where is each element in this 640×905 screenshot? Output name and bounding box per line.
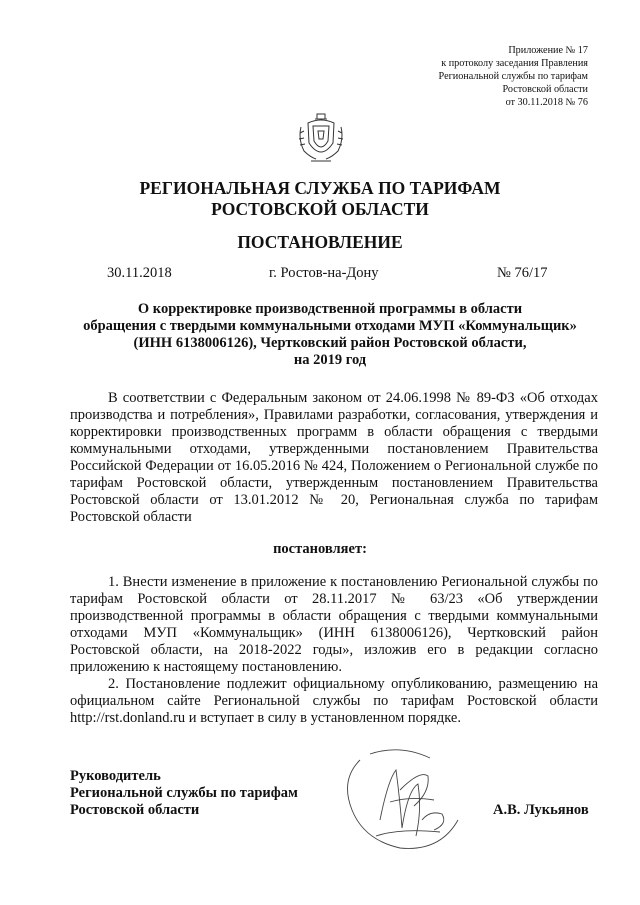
org-line: РЕГИОНАЛЬНАЯ СЛУЖБА ПО ТАРИФАМ	[139, 178, 501, 198]
decree-item-1: 1. Внести изменение в приложение к постановлению Региональной службы по тарифам Ростовской области от 28.11.2017 № 63/23 «Об утверждении производственной программы в области обращения с твердыми коммунальными отходами МУП «Коммунальщик» (ИНН 6138006126), Чертковский район Ростовской области, на 2018-2022 годы», изложив его в редакции согласно приложению к настоящему постановлению.	[70, 574, 598, 675]
document-date: 30.11.2018	[107, 265, 172, 281]
title-line: О корректировке производственной программы в области	[137, 301, 523, 317]
document-city: г. Ростов-на-Дону	[269, 265, 379, 281]
appendix-line: к протоколу заседания Правления	[441, 58, 588, 69]
document-type: ПОСТАНОВЛЕНИЕ	[237, 232, 403, 252]
appendix-line: от 30.11.2018 № 76	[505, 97, 588, 108]
organization-name	[0, 178, 640, 220]
document-number: № 76/17	[497, 265, 548, 281]
signer-line: Руководитель	[70, 768, 161, 784]
coat-of-arms-icon	[296, 111, 346, 165]
signer-line: Ростовской области	[70, 802, 200, 818]
appendix-line: Ростовской области	[502, 84, 588, 95]
handwritten-signature-icon	[330, 740, 470, 860]
document-title	[60, 301, 600, 369]
appendix-note	[439, 44, 588, 109]
appendix-line: Приложение № 17	[508, 45, 588, 56]
signer-line: Региональной службы по тарифам	[70, 785, 298, 801]
appendix-line: Региональной службы по тарифам	[438, 71, 588, 82]
decree-word: постановляет:	[273, 541, 367, 557]
preamble-paragraph: В соответствии с Федеральным законом от 24.06.1998 № 89-ФЗ «Об отходах производства и потребления», Правилами разработки, согласования, утверждения и корректировки производственных программ в области обращения с твердыми коммунальными отходами, утвержденными постановлением Правительства Российской Федерации от 16.05.2016 № 424, Положением о Региональной службе по тарифам Ростовской области, утвержденным постановлением Правительства Ростовской области от 13.01.2012 № 20, Региональная служба по тарифам Ростовской области	[70, 390, 598, 525]
org-line: РОСТОВСКОЙ ОБЛАСТИ	[211, 199, 429, 219]
signer-position	[70, 768, 298, 819]
title-line: (ИНН 6138006126), Чертковский район Ростовской области,	[133, 335, 527, 351]
decree-item-2: 2. Постановление подлежит официальному опубликованию, размещению на официальном сайте Региональной службы по тарифам Ростовской области http://rst.donland.ru и вступает в силу в установленном порядке.	[70, 676, 598, 726]
title-line: обращения с твердыми коммунальными отходами МУП «Коммунальщик»	[83, 318, 577, 334]
title-line: на 2019 год	[293, 352, 367, 368]
signer-name: А.В. Лукьянов	[493, 802, 589, 818]
